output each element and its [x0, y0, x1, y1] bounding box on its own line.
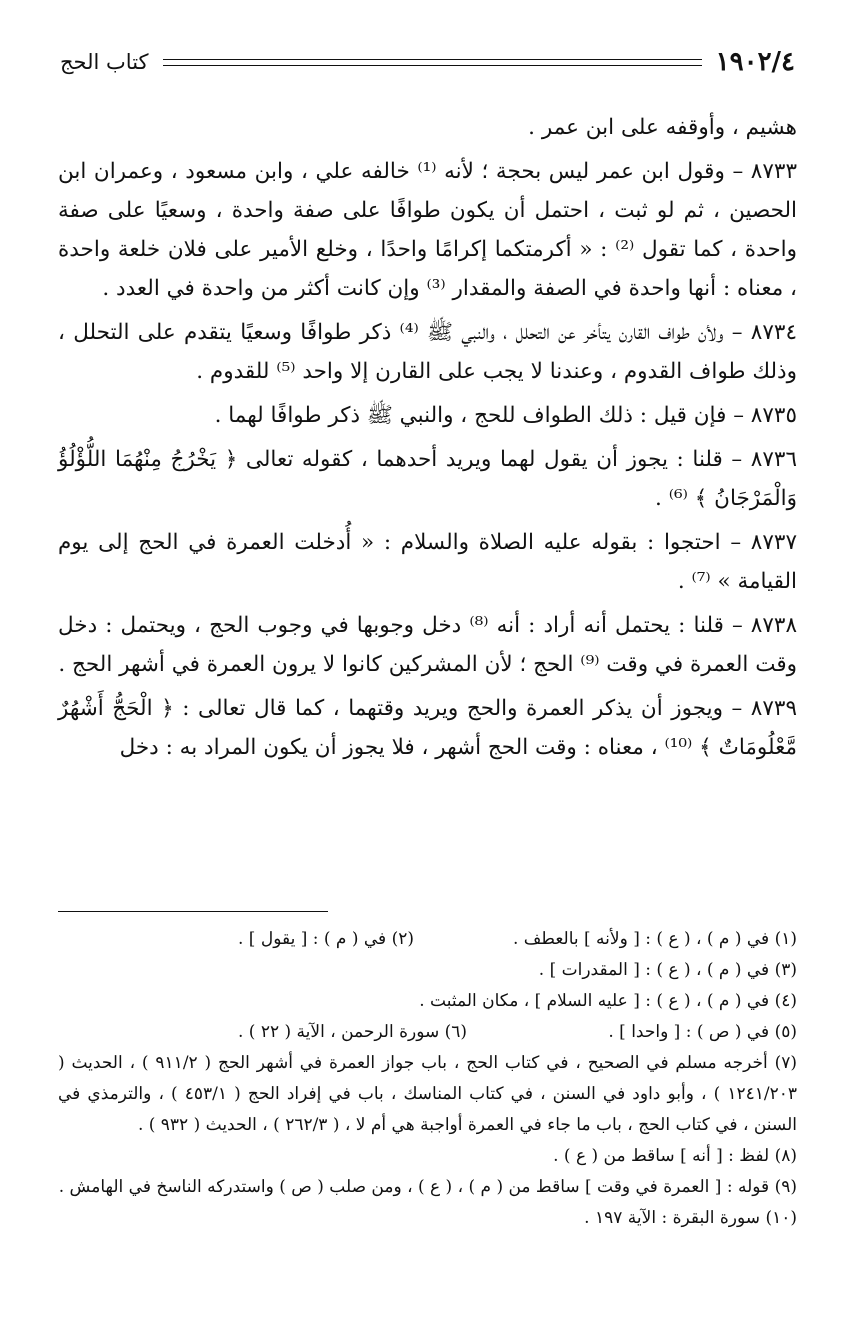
paragraph: ٨٧٣٣ – وقول ابن عمر ليس بحجة ؛ لأنه ⁽¹⁾ خالفه علي ، وابن مسعود ، وعمران ابن الحصين ، ثم لو ثبت ، احتمل أن يكون طوافًا على صفة واحدة ، وسعيًا على صفة واحدة ، كما تقول ⁽²⁾ : « أكرمتكما إكرامًا واحدًا ، وخلع الأمير على فلان خلعة واحدة ، معناه : أنها واحدة في الصفة والمقدار ⁽³⁾ وإن كانت أكثر من واحدة في العدد .: [58, 159, 797, 301]
header-rule: [163, 59, 702, 66]
footnote: (٦) سورة الرحمن ، الآية ( ٢٢ ) .: [238, 1022, 468, 1042]
paragraph: ٨٧٣٨ – قلنا : يحتمل أنه أراد : أنه ⁽⁸⁾ دخل وجوبها في وجوب الحج ، ويحتمل : دخل وقت العمرة في وقت ⁽⁹⁾ الحج ؛ لأن المشركين كانوا لا يرون العمرة في أشهر الحج .: [58, 613, 797, 677]
footnote: (٤) في ( م ) ، ( ع ) : [ عليه السلام ] ، مكان المثبت .: [419, 991, 797, 1011]
footnotes: [58, 924, 797, 1234]
footnote: (٢) في ( م ) : [ يقول ] .: [238, 929, 414, 949]
page-number: ١٩٠٢/٤: [715, 47, 795, 77]
paragraph: ٨٧٣٦ – قلنا : يجوز أن يقول لهما ويريد أحدهما ، كقوله تعالى ﴿ يَخْرُجُ مِنْهُمَا اللُّؤْلُؤُ وَالْمَرْجَانُ ﴾ ⁽⁶⁾ .: [58, 447, 797, 511]
footnote: (٥) في ( ص ) : [ واحدا ] .: [608, 1022, 797, 1042]
paragraph: ٨٧٣٩ – ويجوز أن يذكر العمرة والحج ويريد وقتهما ، كما قال تعالى : ﴿ الْحَجُّ أَشْهُرٌ مَّعْلُومَاتٌ ﴾ ⁽¹⁰⁾ ، معناه : وقت الحج أشهر ، فلا يجوز أن يكون المراد به : دخل: [58, 696, 797, 760]
paragraph: ٨٧٣٥ – فإن قيل : ذلك الطواف للحج ، والنبي ﷺ ذكر طوافًا لهما .: [214, 403, 797, 428]
paragraph: هشيم ، وأوقفه على ابن عمر .: [528, 115, 797, 140]
footnote: (٨) لفظ : [ أنه ] ساقط من ( ع ) .: [553, 1146, 797, 1166]
footnote: (٣) في ( م ) ، ( ع ) : [ المقدرات ] .: [538, 960, 797, 980]
main-text: [58, 108, 797, 772]
paragraph: ٨٧٣٤ – ولأن طواف القارن يتأخر عن التحلل ، والنبي ﷺ ⁽⁴⁾ ذكر طوافًا وسعيًا يتقدم على التحلل ، وذلك طواف القدوم ، وعندنا لا يجب على القارن إلا واحد ⁽⁵⁾ للقدوم .: [58, 320, 797, 384]
footnote-row: [58, 1017, 797, 1048]
footnote-row: [58, 924, 797, 955]
page-header: [60, 44, 795, 80]
book-title: كتاب الحج: [60, 50, 149, 74]
footnote: (٩) قوله : [ العمرة في وقت ] ساقط من ( م ) ، ( ع ) ، ومن صلب ( ص ) واستدركه الناسخ في الهامش .: [58, 1177, 797, 1197]
footnote: (١) في ( م ) ، ( ع ) : [ ولأنه ] بالعطف .: [512, 929, 797, 949]
paragraph: ٨٧٣٧ – احتجوا : بقوله عليه الصلاة والسلام : « أُدخلت العمرة في الحج إلى يوم القيامة » ⁽⁷⁾ .: [58, 530, 797, 594]
footnote: (١٠) سورة البقرة : الآية ١٩٧ .: [584, 1208, 797, 1228]
footnote: (٧) أخرجه مسلم في الصحيح ، في كتاب الحج ، باب جواز العمرة في أشهر الحج ( ٩١١/٢ ) ، الحديث ( ١٢٤١/٢٠٣ ) ، وأبو داود في السنن ، في كتاب المناسك ، باب في إفراد الحج ( ٤٥٣/١ ) ، والترمذي في السنن ، في كتاب الحج ، باب ما جاء في العمرة أواجبة هي أم لا ، ( ٢٦٢/٣ ) ، الحديث ( ٩٣٢ ) .: [58, 1053, 798, 1135]
footnote-separator: [58, 911, 328, 912]
